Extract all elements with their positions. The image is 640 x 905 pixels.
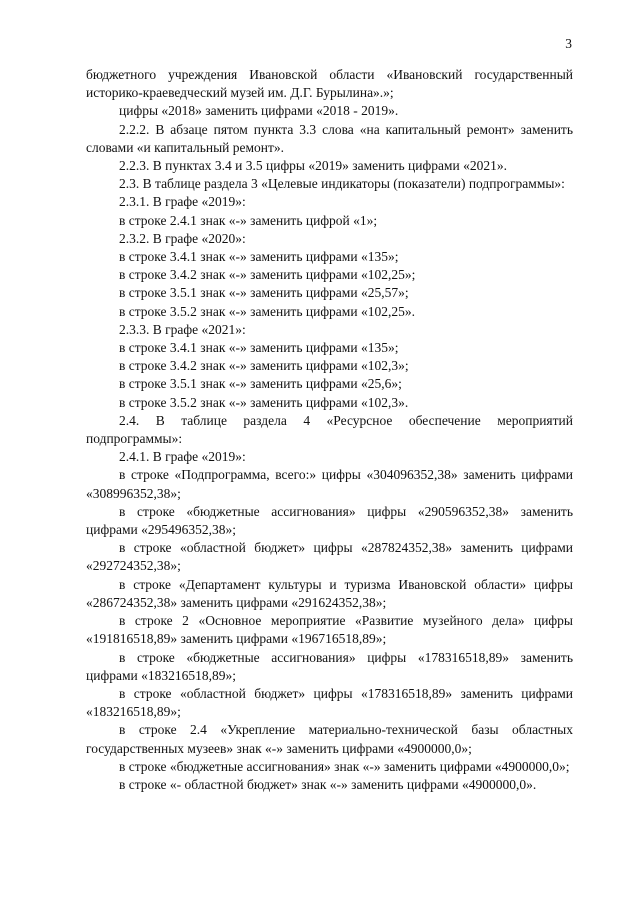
paragraph: 2.2.3. В пунктах 3.4 и 3.5 цифры «2019» заменить цифрами «2021». xyxy=(119,158,507,174)
document-body xyxy=(86,66,573,794)
paragraph: в строке «бюджетные ассигнования» цифры «178316518,89» заменить цифрами «183216518,89»; xyxy=(86,649,573,683)
paragraph: 2.4.1. В графе «2019»: xyxy=(119,449,246,465)
paragraph: в строке 3.5.1 знак «-» заменить цифрами «25,6»; xyxy=(119,376,402,392)
paragraph: в строке 3.5.2 знак «-» заменить цифрами «102,25». xyxy=(119,303,415,319)
paragraph: 2.2.2. В абзаце пятом пункта 3.3 слова «на капитальный ремонт» заменить словами «и капитальный ремонт». xyxy=(86,121,573,155)
paragraph: в строке «бюджетные ассигнования» знак «-» заменить цифрами «4900000,0»; xyxy=(119,758,570,774)
paragraph: в строке 3.4.1 знак «-» заменить цифрами «135»; xyxy=(119,249,399,265)
paragraph: 2.3.2. В графе «2020»: xyxy=(119,230,246,246)
paragraph: в строке «областной бюджет» цифры «178316518,89» заменить цифрами «183216518,89»; xyxy=(86,685,573,720)
paragraph: в строке 3.4.1 знак «-» заменить цифрами «135»; xyxy=(119,340,399,356)
paragraph: 2.4. В таблице раздела 4 «Ресурсное обеспечение мероприятий подпрограммы»: xyxy=(86,412,573,447)
paragraph: в строке 2.4.1 знак «-» заменить цифрой «1»; xyxy=(119,212,378,228)
page-number: 3 xyxy=(565,36,572,51)
paragraph: в строке 2.4 «Укрепление материально-технической базы областных государственных музеев» знак «-» заменить цифрами «4900000,0»; xyxy=(86,722,573,756)
paragraph: 2.3.1. В графе «2019»: xyxy=(119,194,246,210)
paragraph: в строке «- областной бюджет» знак «-» заменить цифрами «4900000,0». xyxy=(119,776,537,792)
paragraph: в строке «Подпрограмма, всего:» цифры «304096352,38» заменить цифрами «308996352,38»; xyxy=(86,467,573,501)
paragraph: в строке «Департамент культуры и туризма Ивановской области» цифры «286724352,38» заменить цифрами «291624352,38»; xyxy=(86,576,573,610)
paragraph: в строке 3.4.2 знак «-» заменить цифрами «102,3»; xyxy=(119,358,409,374)
paragraph: 2.3. В таблице раздела 3 «Целевые индикаторы (показатели) подпрограммы»: xyxy=(119,176,565,192)
paragraph: 2.3.3. В графе «2021»: xyxy=(119,321,246,337)
paragraph: в строке 2 «Основное мероприятие «Развитие музейного дела» цифры «191816518,89» заменить цифрами «196716518,89»; xyxy=(86,613,573,647)
paragraph: в строке 3.4.2 знак «-» заменить цифрами «102,25»; xyxy=(119,267,416,283)
paragraph: в строке 3.5.1 знак «-» заменить цифрами «25,57»; xyxy=(119,285,409,301)
paragraph: в строке «областной бюджет» цифры «287824352,38» заменить цифрами «292724352,38»; xyxy=(86,540,573,574)
paragraph: в строке 3.5.2 знак «-» заменить цифрами «102,3». xyxy=(119,394,409,410)
paragraph: бюджетного учреждения Ивановской области «Ивановский государственный историко-краеведческий музей им. Д.Г. Бурылина».»; xyxy=(86,67,573,101)
paragraph: в строке «бюджетные ассигнования» цифры «290596352,38» заменить цифрами «295496352,38»; xyxy=(86,503,573,538)
paragraph: цифры «2018» заменить цифрами «2018 - 2019». xyxy=(119,103,399,119)
